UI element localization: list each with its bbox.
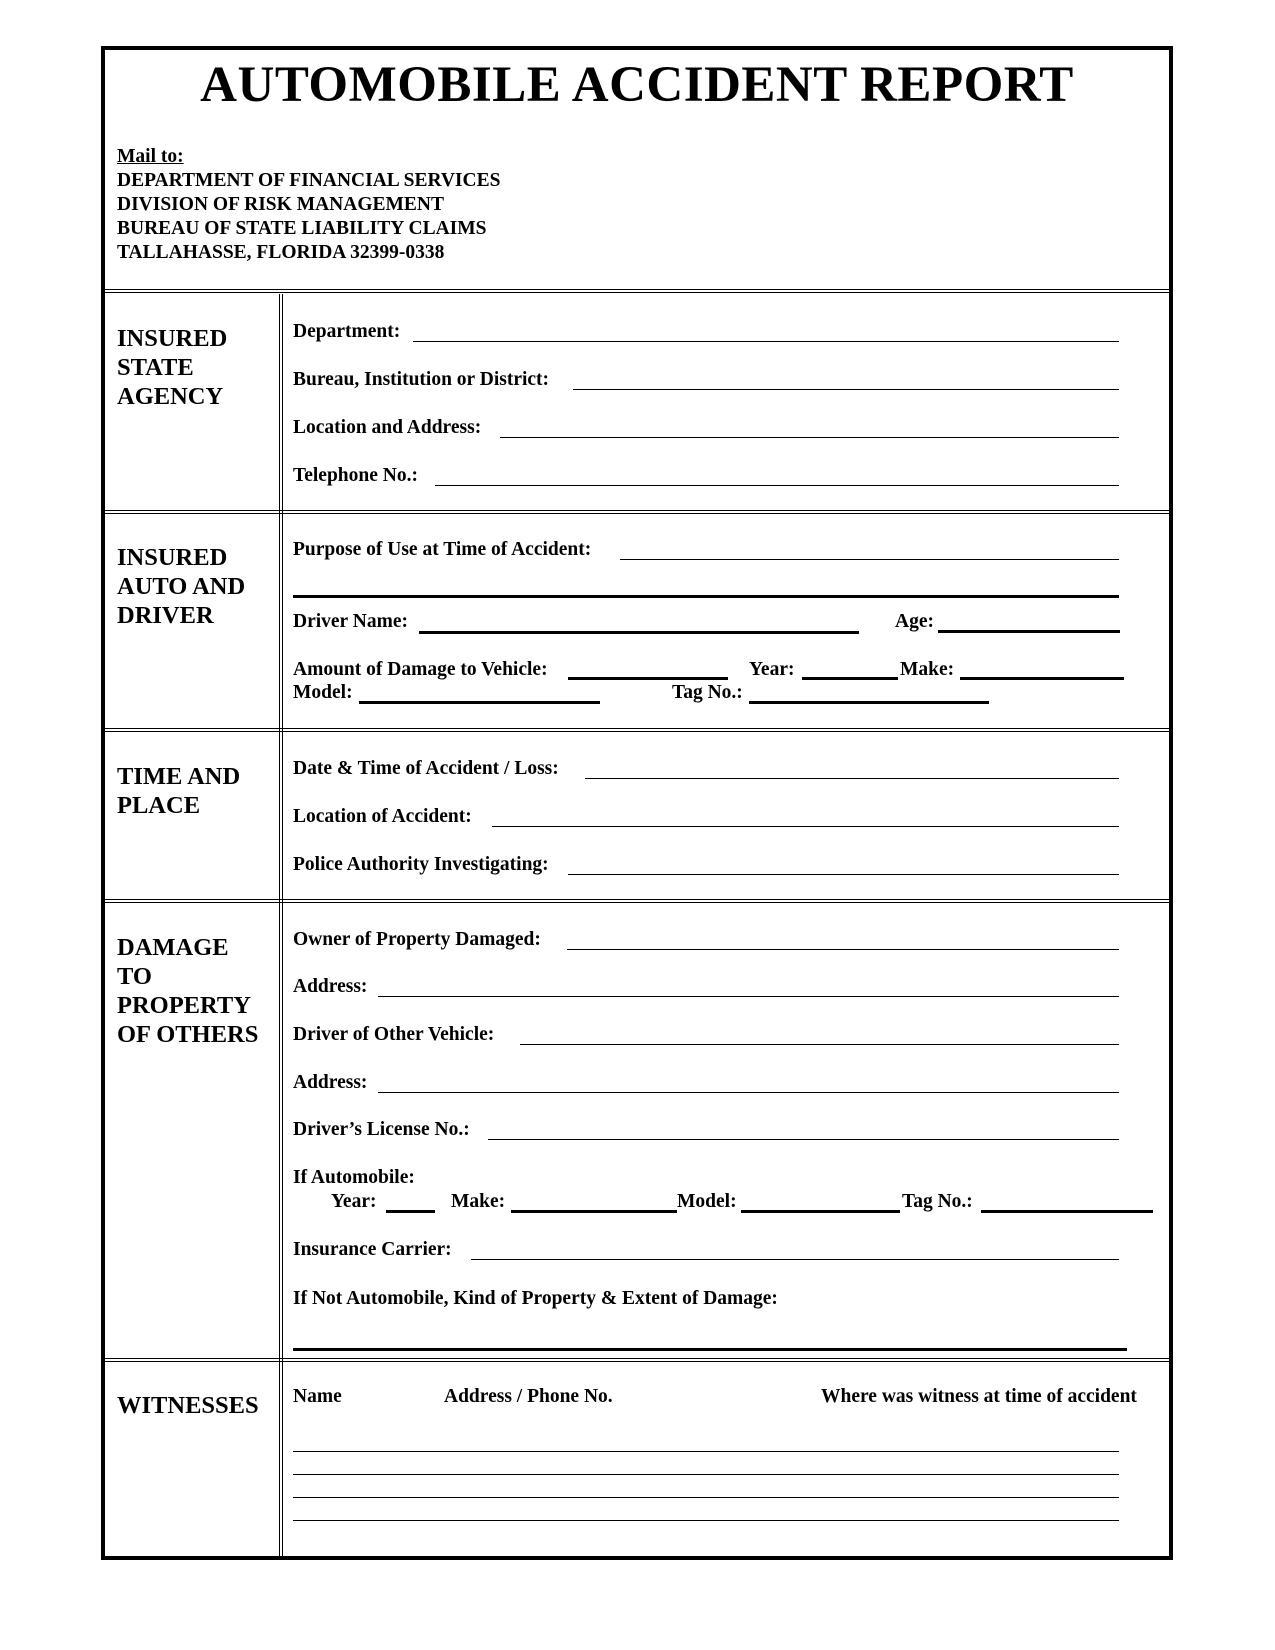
witness-row-line[interactable] [293,1497,1119,1498]
telephone-label: Telephone No.: [293,465,418,486]
other-driver-address-label: Address: [293,1072,368,1093]
auto-tag-field[interactable] [749,701,989,704]
owner-field[interactable] [567,949,1119,950]
accident-location-label: Location of Accident: [293,806,472,827]
age-field[interactable] [938,630,1120,633]
other-driver-address-field[interactable] [378,1092,1119,1093]
other-driver-field[interactable] [520,1044,1119,1045]
insurance-label: Insurance Carrier: [293,1239,452,1260]
other-year-field[interactable] [386,1210,435,1213]
accident-report-form [101,46,1173,1560]
other-tag-label: Tag No.: [902,1191,973,1212]
section-heading-agency: INSURED STATE AGENCY [117,325,228,410]
owner-address-field[interactable] [378,996,1119,997]
witness-name-header: Name [293,1386,342,1407]
age-label: Age: [895,611,934,632]
section-divider [105,510,1169,514]
accident-location-field[interactable] [492,826,1119,827]
section-heading-auto: INSURED AUTO AND DRIVER [117,544,246,629]
auto-make-field[interactable] [960,677,1124,680]
other-make-label: Make: [451,1191,506,1212]
date-time-label: Date & Time of Accident / Loss: [293,758,559,779]
bureau-field[interactable] [573,389,1119,390]
purpose-field[interactable] [620,559,1119,560]
other-driver-label: Driver of Other Vehicle: [293,1024,495,1045]
form-title: AUTOMOBILE ACCIDENT REPORT [200,57,1074,113]
police-label: Police Authority Investigating: [293,854,549,875]
witness-row-line[interactable] [293,1520,1119,1521]
witness-address-header: Address / Phone No. [444,1386,613,1407]
insurance-field[interactable] [471,1259,1119,1260]
other-year-label: Year: [331,1191,377,1212]
license-field[interactable] [488,1139,1119,1140]
location-address-label: Location and Address: [293,417,482,438]
section-heading-time-place: TIME AND PLACE [117,763,241,819]
section-divider [105,728,1169,732]
bureau-label: Bureau, Institution or District: [293,369,550,390]
auto-year-field[interactable] [802,677,898,680]
section-divider [105,289,1169,293]
owner-address-label: Address: [293,976,368,997]
other-model-label: Model: [677,1191,737,1212]
witness-row-line[interactable] [293,1474,1119,1475]
section-divider [105,899,1169,903]
department-label: Department: [293,321,401,342]
auto-year-label: Year: [749,659,795,680]
mail-to-block [117,145,500,265]
not-automobile-label: If Not Automobile, Kind of Property & Extent of Damage: [293,1288,778,1309]
mail-to-label: Mail to: [117,146,184,167]
telephone-field[interactable] [435,485,1119,486]
witness-row-line[interactable] [293,1451,1119,1452]
damage-amount-field[interactable] [568,677,728,680]
mail-address-line: DEPARTMENT OF FINANCIAL SERVICES [117,170,501,191]
section-heading-witnesses: WITNESSES [117,1392,259,1419]
auto-tag-label: Tag No.: [672,682,743,703]
driver-name-field[interactable] [419,631,859,634]
not-automobile-field[interactable] [293,1348,1127,1351]
auto-model-field[interactable] [359,701,600,704]
witness-where-header: Where was witness at time of accident [821,1386,1137,1407]
auto-model-label: Model: [293,682,353,703]
if-automobile-label: If Automobile: [293,1167,415,1188]
section-heading-property: DAMAGE TO PROPERTY OF OTHERS [117,934,259,1048]
date-time-field[interactable] [585,778,1119,779]
location-address-field[interactable] [500,437,1119,438]
purpose-field-continued[interactable] [293,595,1119,598]
mail-address-line: BUREAU OF STATE LIABILITY CLAIMS [117,218,487,239]
driver-name-label: Driver Name: [293,611,408,632]
section-divider [105,1358,1169,1362]
mail-address-line: TALLAHASSE, FLORIDA 32399-0338 [117,242,445,263]
column-divider [279,294,283,1558]
damage-amount-label: Amount of Damage to Vehicle: [293,659,548,680]
license-label: Driver’s License No.: [293,1119,470,1140]
auto-make-label: Make: [900,659,955,680]
mail-address-line: DIVISION OF RISK MANAGEMENT [117,194,445,215]
owner-label: Owner of Property Damaged: [293,929,541,950]
police-field[interactable] [568,874,1119,875]
department-field[interactable] [413,341,1119,342]
other-model-field[interactable] [741,1210,900,1213]
other-make-field[interactable] [511,1210,677,1213]
other-tag-field[interactable] [981,1210,1153,1213]
purpose-label: Purpose of Use at Time of Accident: [293,539,592,560]
